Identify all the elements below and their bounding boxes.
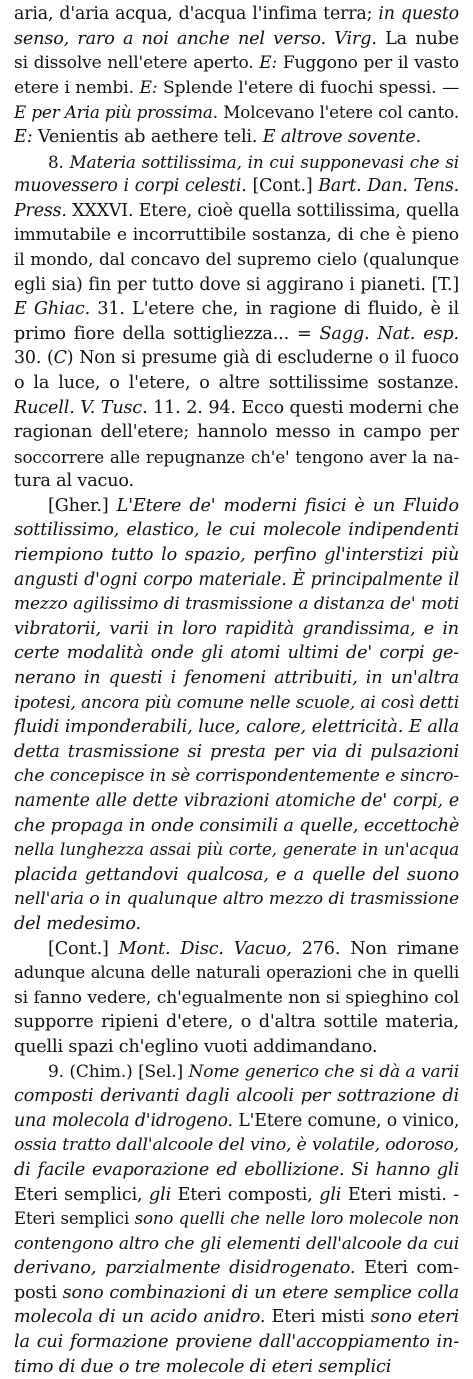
text-line (14, 568, 459, 593)
text: 31. L'etere che, in ragione di fluido, è il (90, 299, 459, 320)
text-line (14, 715, 459, 740)
text: Eteri composti, (171, 1184, 320, 1205)
text: Eteri semplici, (14, 1184, 150, 1205)
text-line (14, 27, 459, 52)
italic-text: sono quelli che nelle loro molecole non (134, 1209, 459, 1229)
italic-text: namente alle dette vibrazioni atomiche de' corpi, e (14, 791, 459, 811)
italic-text: derivano, parzialmente disidrogenato. (14, 1258, 356, 1279)
text-line (14, 1133, 459, 1158)
italic-text: Nome generico che si dà a varii (188, 1061, 459, 1082)
text: il mondo, dal concavo del supremo cielo (qualunque (14, 249, 459, 270)
text-line (14, 420, 459, 445)
text: etere i nembi. (14, 77, 140, 98)
text-line (14, 1355, 459, 1379)
italic-text: in questo (378, 4, 459, 24)
italic-text: angusti d'ogni corpo materiale. È principalmente il (14, 569, 459, 590)
italic-text: del medesimo. (14, 913, 141, 934)
italic-text: Rucell. V. Tusc. (14, 397, 148, 418)
text-line (14, 1281, 459, 1306)
text: Splende l'etere di fuochi spessi. — (157, 77, 459, 98)
text-line (14, 1330, 459, 1355)
text-line (14, 863, 459, 888)
text: 276. Non rimane (291, 938, 459, 959)
text: quelli spazi ch'eglino vuoti addimandano. (14, 1036, 378, 1057)
text: ragionan dell'etere; hannolo messo in campo per (14, 422, 459, 443)
text: Fuggono per il vasto (277, 53, 459, 74)
text-line (14, 518, 459, 543)
text: 8. (48, 151, 70, 172)
text-line (14, 150, 459, 175)
italic-text: detta trasmissione si presta per via di pulsazioni (14, 741, 459, 762)
italic-text: L'Etere de' moderni fisici è un Fluido (116, 495, 459, 516)
text-line (14, 1207, 459, 1232)
italic-text: E Ghiac. (14, 299, 91, 320)
text-line (14, 396, 459, 421)
italic-text: senso, raro a noi anche nel verso. Virg. (14, 28, 377, 49)
text: adunque alcuna delle naturali operazioni che in quelli (14, 963, 459, 983)
italic-text: ossia tratto dall'alcoole del vino, è volatile, odoroso, (14, 1135, 459, 1156)
italic-text: di facile evaporazione ed ebollizione. Si hanno gli (14, 1159, 459, 1180)
italic-text: Materia sottilissima, in cui supponevasi che si (69, 151, 459, 172)
text-line (14, 1305, 459, 1330)
text-line (14, 371, 459, 396)
text-line (14, 1232, 459, 1257)
text-line (14, 51, 459, 76)
text-line (14, 789, 459, 814)
italic-text: muovessero i corpi celesti. (14, 176, 247, 197)
text: 11. 2. 94. Ecco questi moderni che (147, 397, 459, 418)
text-line (14, 666, 459, 691)
text: La nube (376, 28, 459, 49)
text-line (14, 469, 459, 494)
text-line (14, 814, 459, 839)
text: posti (14, 1282, 63, 1303)
text-line (14, 76, 459, 101)
text-line (14, 1256, 459, 1281)
text-line (14, 223, 459, 248)
text: o la luce, o l'etere, o altre sottilissime sostanze. (14, 372, 459, 393)
italic-text: sono combinazioni di un etere semplice colla (62, 1282, 459, 1303)
italic-text: C (53, 348, 67, 369)
text-line (14, 543, 459, 568)
text: aria, d'aria acqua, d'acqua l'infima terra; (14, 4, 379, 24)
text-line (14, 1010, 459, 1035)
text-line (14, 691, 459, 716)
italic-text: vibratorii, varii in loro rapidità grandissima, e in (14, 618, 459, 639)
italic-text: gli (149, 1184, 172, 1205)
text-line (14, 273, 459, 298)
italic-text: Bart. Dan. Tens. (318, 176, 459, 197)
italic-text: Press. (14, 200, 67, 221)
italic-text: nell'aria o in qualunque altro mezzo di trasmissione (14, 889, 459, 910)
text: egli sia) fin per tutto dove si aggirano i pianeti. [T.] (14, 274, 459, 295)
text: Venientis ab aethere teli. (32, 126, 263, 147)
italic-text: composti derivanti dagli alcooli per sottrazione di (14, 1086, 459, 1107)
text: L'Etere comune, o vinico, (232, 1110, 459, 1131)
text-line (14, 1060, 459, 1085)
text: [Gher.] (48, 495, 117, 516)
text: Molcevano l'etere col canto. (217, 102, 459, 123)
text: supporre ripieni d'etere, o d'altra sottile materia, (14, 1012, 459, 1033)
text: [Cont.] (48, 938, 119, 959)
text-line (14, 100, 459, 125)
text-line (14, 445, 459, 470)
text-line (14, 494, 459, 519)
text-line (14, 764, 459, 789)
text-line (14, 346, 459, 371)
text-line (14, 740, 459, 765)
text: Eteri misti (265, 1307, 371, 1328)
italic-text: E: (259, 53, 278, 74)
text-line (14, 1084, 459, 1109)
text-line (14, 912, 459, 937)
text: Eteri semplici (14, 1209, 135, 1229)
italic-text: nella lunghezza assai più corte, generate in un'acqua (14, 840, 459, 860)
text-line (14, 887, 459, 912)
italic-text: certe modalità onde gli atomi ultimi de' corpi ge- (14, 643, 459, 664)
italic-text: timo di due o tre molecole di eteri semplici (14, 1356, 392, 1377)
italic-text: E per Aria più prossima. (14, 102, 218, 123)
italic-text: contengono altro che gli elementi dell'alcoole da cui (14, 1233, 459, 1254)
text: ) Non si presume già di escluderne o il fuoco (66, 348, 459, 369)
text: XXXVI. Etere, cioè quella sottilissima, quella (66, 200, 459, 221)
italic-text: fluidi imponderabili, luce, calore, elettricità. E alla (14, 717, 459, 738)
italic-text: Mont. Disc. Vacuo, (118, 938, 292, 959)
text-line (14, 1158, 459, 1183)
italic-text: Sagg. Nat. esp. (319, 323, 459, 344)
italic-text: E: (14, 126, 33, 147)
text-line (14, 2, 459, 27)
text-line (14, 322, 459, 347)
text: primo fiore della sottigliezza... = (14, 323, 320, 344)
text-line (14, 1035, 459, 1060)
italic-text: riempiono tutto lo spazio, perfino gl'interstizi più (14, 545, 459, 566)
text: 9. (Chim.) [Sel.] (48, 1061, 189, 1082)
italic-text: la cui formazione proviene dall'accoppiamento in- (14, 1332, 459, 1353)
text: immutabile e incorruttibile sostanza, di che è pieno (14, 225, 459, 246)
italic-text: nerano in questi i fenomeni attribuiti, in un'altra (14, 668, 459, 689)
text-line (14, 838, 459, 863)
italic-text: E: (139, 77, 158, 98)
text: 30. ( (14, 348, 54, 369)
text-line (14, 199, 459, 224)
italic-text: che concepisce in sè corrispondentemente e sincro- (14, 766, 459, 787)
text: Eteri misti. - (341, 1184, 459, 1205)
text-line (14, 1183, 459, 1208)
text: Eteri com- (355, 1258, 459, 1279)
italic-text: che propaga in onde consimili a quelle, eccettochè (14, 815, 459, 836)
italic-text: E altrove sovente. (262, 126, 422, 147)
text: si dissolve nell'etere aperto. (14, 53, 260, 74)
italic-text: sono eteri (370, 1307, 459, 1328)
italic-text: una molecola d'idrogeno. (14, 1110, 233, 1131)
text-line (14, 248, 459, 273)
text: si fanno vedere, ch'egualmente non si spieghino col (14, 987, 459, 1008)
italic-text: ipotesi, ancora più comune nelle scuole, ai così detti (14, 692, 459, 713)
italic-text: gli (319, 1184, 342, 1205)
italic-text: placida gettandovi qualcosa, e a quelle del suono (14, 864, 459, 885)
text: [Cont.] (246, 176, 319, 197)
text-line (14, 1109, 459, 1134)
text-line (14, 986, 459, 1011)
text-line (14, 125, 459, 150)
text-line (14, 174, 459, 199)
italic-text: sottilissimo, elastico, le cui molecole indipendenti (14, 520, 459, 541)
italic-text: molecola di un acido anidro. (14, 1307, 266, 1328)
text-line (14, 592, 459, 617)
text-line (14, 297, 459, 322)
text: tura al vacuo. (14, 471, 134, 492)
italic-text: mezzo agilissimo di trasmissione a distanza de' moti (14, 594, 459, 615)
text: soccorrere alle repugnanze ch'e' tengono aver la na- (14, 446, 459, 467)
text-line (14, 937, 459, 962)
text-line (14, 961, 459, 986)
text-line (14, 641, 459, 666)
text-line (14, 617, 459, 642)
